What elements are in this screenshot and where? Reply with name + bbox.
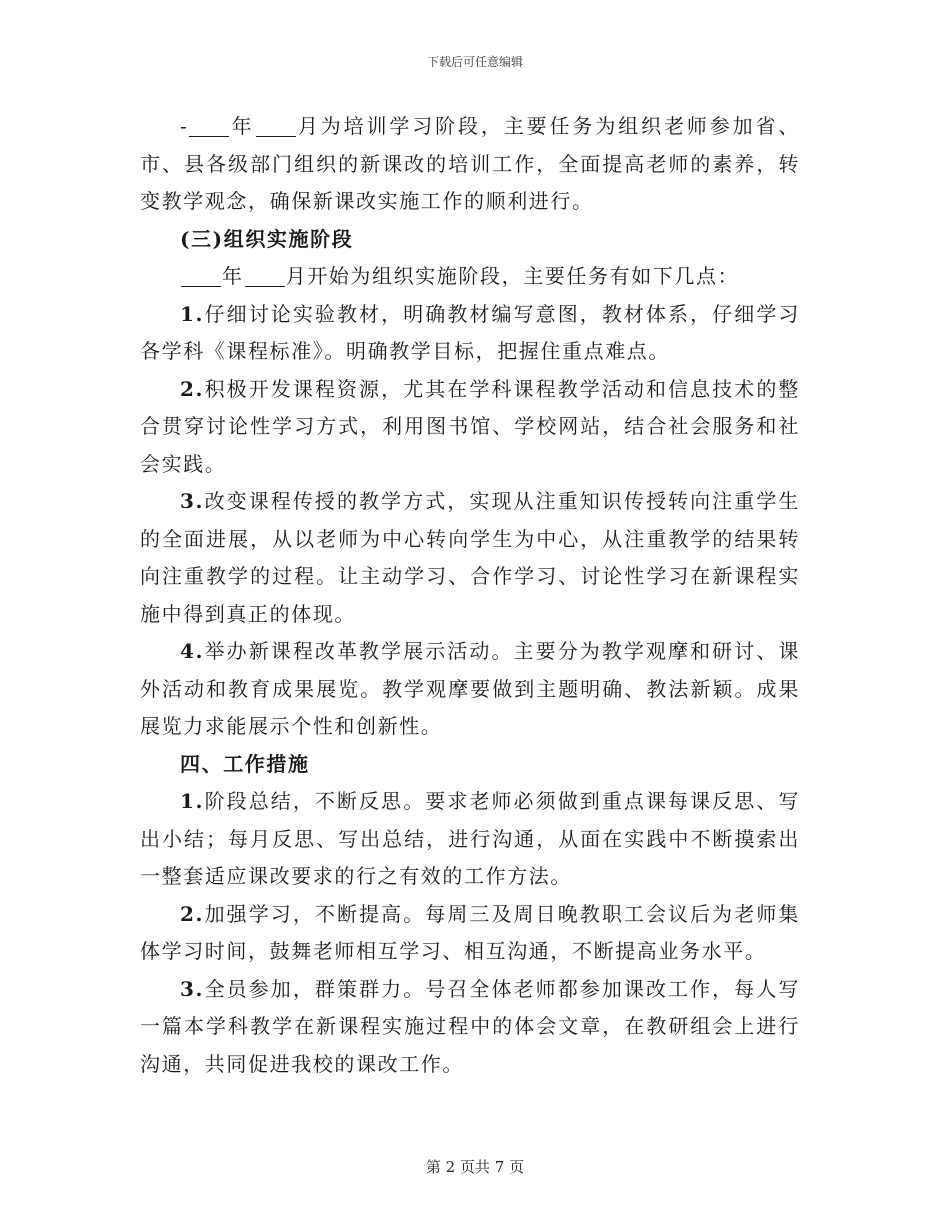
item-number: 2. bbox=[180, 901, 205, 926]
item-number: 3. bbox=[180, 976, 205, 1001]
list-item bbox=[140, 783, 800, 896]
list-item bbox=[140, 296, 800, 371]
list-item bbox=[140, 971, 800, 1084]
document-body bbox=[140, 108, 800, 1083]
item-text: 积极开发课程资源，尤其在学科课程教学活动和信息技术的整合贯穿讨论性学习方式，利用图书馆、学校网站，结合社会服务和社会实践。 bbox=[140, 376, 800, 476]
item-text: 仔细讨论实验教材，明确教材编写意图，教材体系，仔细学习各学科《课程标准》。明确教学目标，把握住重点难点。 bbox=[140, 301, 800, 363]
section-heading-implementation: (三)组织实施阶段 bbox=[180, 226, 354, 251]
blank-field-year bbox=[181, 266, 221, 287]
section-heading-measures: 四、工作措施 bbox=[180, 751, 310, 776]
item-number: 1. bbox=[180, 789, 205, 813]
paragraph-text: 月为培训学习阶段，主要任务为组织老师参加省、市、县各级部门组织的新课改的培训工作，全面提高老师的素养，转变教学观念，确保新课改实施工作的顺利进行。 bbox=[140, 114, 800, 213]
paragraph-text: 月开始为组织实施阶段，主要任务有如下几点： bbox=[285, 264, 740, 288]
item-text: 全员参加，群策群力。号召全体老师都参加课改工作，每人写一篇本学科教学在新课程实施过程中的体会文章，在教研组会上进行沟通，共同促进我校的课改工作。 bbox=[140, 976, 800, 1076]
item-text: 改变课程传授的教学方式，实现从注重知识传授转向注重学生的全面进展，从以老师为中心转向学生为中心，从注重教学的结果转向注重教学的过程。让主动学习、合作学习、讨论性学习在新课程实施中得到真正的体现。 bbox=[140, 489, 800, 626]
item-text: 加强学习，不断提高。每周三及周日晚教职工会议后为老师集体学习时间，鼓舞老师相互学习、相互沟通，不断提高业务水平。 bbox=[140, 901, 800, 963]
paragraph-training-stage bbox=[140, 108, 800, 221]
year-label: 年 bbox=[222, 264, 244, 288]
list-item bbox=[140, 896, 800, 971]
item-text: 举办新课程改革教学展示活动。主要分为教学观摩和研讨、课外活动和教育成果展览。教学观摩要做到主题明确、教法新颖。成果展览力求能展示个性和创新性。 bbox=[140, 639, 800, 738]
item-text: 阶段总结，不断反思。要求老师必须做到重点课每课反思、写出小结；每月反思、写出总结，进行沟通，从面在实践中不断摸索出一整套适应课改要求的行之有效的工作方法。 bbox=[140, 789, 800, 888]
page-header: 下载后可任意编辑 bbox=[426, 55, 523, 69]
year-label: 年 bbox=[230, 114, 255, 138]
item-number: 4. bbox=[180, 639, 205, 663]
item-number: 1. bbox=[180, 301, 205, 326]
blank-field-month bbox=[245, 266, 285, 287]
item-number: 3. bbox=[180, 489, 205, 513]
list-item bbox=[140, 371, 800, 484]
blank-field-year bbox=[189, 116, 229, 137]
paragraph-lead: - bbox=[180, 114, 189, 138]
paragraph-implementation-intro bbox=[140, 258, 800, 296]
blank-field-month bbox=[256, 116, 296, 137]
page-footer: 第 2 页共 7 页 bbox=[425, 1158, 525, 1176]
list-item bbox=[140, 483, 800, 633]
item-number: 2. bbox=[180, 376, 205, 401]
list-item bbox=[140, 633, 800, 746]
